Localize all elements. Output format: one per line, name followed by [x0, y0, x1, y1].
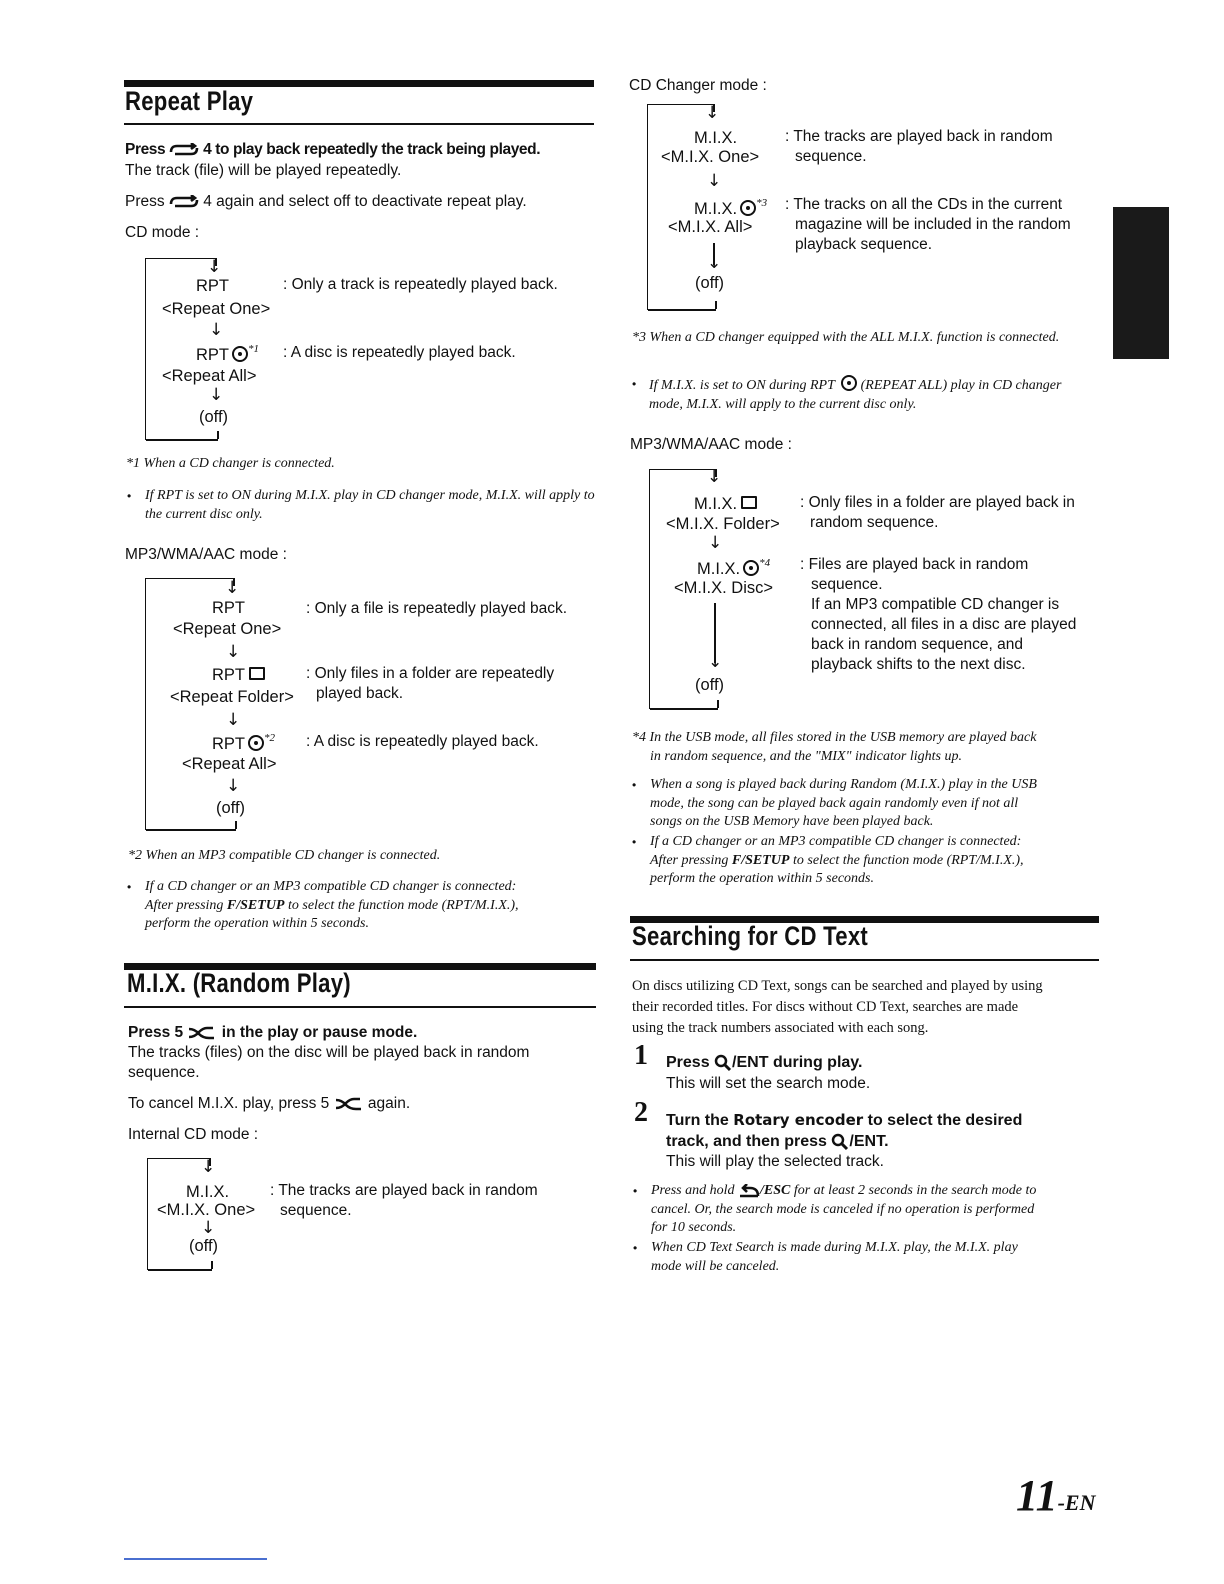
flow-repeat-one: <Repeat One> [162, 300, 271, 318]
section-title-repeat: Repeat Play [125, 86, 254, 116]
down-arrow-icon: ↓ [707, 253, 722, 273]
flow-mix: M.I.X. [186, 1183, 230, 1201]
mix-bullet-4: When a song is played back during Random (M.I.X.) play in the USB mode, the song can be played back again randomly even if not all songs on the USB Memory have been played back. [650, 777, 1037, 829]
flow-off: (off) [216, 799, 246, 817]
repeat-icon [169, 195, 199, 209]
flow-off: (off) [695, 274, 725, 292]
flow-rpt-disc-desc: : A disc is repeatedly played back. [283, 344, 516, 361]
flow-repeat-folder: <Repeat Folder> [170, 688, 294, 706]
step-1-sub: This will set the search mode. [666, 1075, 871, 1092]
folder-icon [249, 667, 265, 680]
folder-icon [741, 496, 757, 509]
section-title-search: Searching for CD Text [632, 921, 869, 951]
search-bullet-1: Press and hold /ESC for at least 2 seconds in the search mode to cancel. Or, the search mode is canceled if no operation is performed for 10 seconds. [651, 1183, 1037, 1235]
flow-mix-all-label: <M.I.X. All> [668, 218, 753, 236]
bullet-icon: • [127, 880, 132, 894]
section-rule-bottom [630, 959, 1099, 961]
disc-icon [841, 375, 857, 391]
flow-repeat-one: <Repeat One> [173, 620, 282, 638]
return-icon [738, 1184, 760, 1198]
flow-mix-all: M.I.X. $^{*3}$ [694, 197, 768, 218]
section-rule-bottom [124, 123, 594, 125]
down-arrow-icon: ↓ [226, 776, 241, 796]
step-1-instruction: Press /ENT during play. [666, 1054, 863, 1071]
flow-off: (off) [695, 676, 725, 694]
flow-mix-disc-label: <M.I.X. Disc> [674, 579, 774, 597]
mix-bullet-5: If a CD changer or an MP3 compatible CD changer is connected: After pressing F/SETUP to select the function mode (RPT/M.I.X.), perform the operation within 5 seconds. [650, 834, 1024, 886]
bullet-icon: • [633, 1241, 638, 1255]
down-arrow-icon: ↓ [226, 710, 241, 730]
flow-rpt: RPT [196, 277, 229, 295]
down-arrow-icon: ↓ [226, 642, 241, 662]
footnote-2: *2 When an MP3 compatible CD changer is connected. [128, 848, 441, 863]
flow-mix-one: <M.I.X. One> [661, 148, 760, 166]
flow-rpt-disc: RPT $^{*1}$ [196, 343, 259, 364]
shuffle-icon [334, 1097, 364, 1111]
repeat-bullet-2: If a CD changer or an MP3 compatible CD changer is connected: After pressing F/SETUP to select the function mode (RPT/M.I.X.), perform the operation within 5 seconds. [145, 879, 519, 931]
mix-result: The tracks (files) on the disc will be played back in random sequence. [128, 1044, 530, 1081]
flow-mix-desc: : The tracks are played back in random sequence. [785, 128, 1053, 165]
thumb-index-tab [1113, 207, 1169, 359]
step-2-number: 2 [634, 1097, 648, 1128]
flow-rpt: RPT [212, 599, 245, 617]
repeat-instruction: Press 4 to play back repeatedly the track being played. [125, 141, 541, 158]
flow-mix-one: <M.I.X. One> [157, 1201, 256, 1219]
footnote-4: *4 In the USB mode, all files stored in the USB memory are played back in random sequence, and the "MIX" indicator lights up. [632, 730, 1037, 764]
flow-off: (off) [189, 1237, 219, 1255]
down-arrow-icon: ↓ [708, 652, 723, 672]
section-title-mix: M.I.X. (Random Play) [127, 968, 351, 998]
flow-mix-disc-desc: : Files are played back in random sequence. If an MP3 compatible CD changer is connected, all files in a disc are played back in random sequence, and playback shifts to the next disc. [800, 556, 1077, 673]
repeat-result: The track (file) will be played repeatedly. [125, 162, 402, 179]
mix-bullet-3: If M.I.X. is set to ON during RPT (REPEAT ALL) play in CD changer mode, M.I.X. will apply to the current disc only. [649, 375, 1089, 414]
disc-icon [743, 560, 759, 576]
flow-rpt-all-desc: : A disc is repeatedly played back. [306, 733, 539, 750]
flow-repeat-all: <Repeat All> [162, 367, 257, 385]
footnote-3: *3 When a CD changer equipped with the ALL M.I.X. function is connected. [632, 330, 1060, 345]
search-intro: On discs utilizing CD Text, songs can be searched and played by using their recorded titles. For discs without CD Text, searches are made using the track numbers associated with each song. [632, 978, 1043, 1036]
flow-mix: M.I.X. [694, 129, 738, 147]
mp3-mix-label: MP3/WMA/AAC mode : [630, 436, 792, 453]
bullet-icon: • [632, 835, 637, 849]
shuffle-icon [187, 1026, 217, 1040]
down-arrow-icon: ↓ [201, 1218, 216, 1238]
repeat-icon [169, 143, 199, 157]
changer-mode-label: CD Changer mode : [629, 77, 767, 94]
down-arrow-icon: ↓ [201, 1157, 216, 1177]
mix-instruction: Press 5 in the play or pause mode. [128, 1024, 418, 1041]
step-1-number: 1 [634, 1040, 648, 1071]
disc-icon [232, 346, 248, 362]
step-2-sub: This will play the selected track. [666, 1153, 884, 1170]
internal-cd-label: Internal CD mode : [128, 1126, 259, 1143]
flow-mix-folder: M.I.X. [694, 495, 757, 514]
down-arrow-icon: ↓ [707, 467, 722, 487]
down-arrow-icon: ↓ [705, 103, 720, 123]
down-arrow-icon: ↓ [225, 578, 240, 598]
flow-off: (off) [199, 408, 229, 426]
repeat-bullet-1: If RPT is set to ON during M.I.X. play in CD changer mode, M.I.X. will apply to the current disc only. [145, 488, 595, 522]
down-arrow-icon: ↓ [207, 257, 222, 277]
flow-mix-disc: M.I.X. $^{*4}$ [697, 557, 771, 578]
flow-rpt-folder-desc: : Only files in a folder are repeatedly played back. [306, 665, 555, 702]
down-arrow-icon: ↓ [209, 320, 224, 340]
page-number: 11-EN [1016, 1471, 1096, 1520]
flow-rpt-all: RPT $^{*2}$ [212, 732, 275, 753]
disc-icon [248, 735, 264, 751]
bullet-icon: • [127, 489, 132, 503]
flow-rpt-folder: RPT [212, 666, 265, 685]
footnote-1: *1 When a CD changer is connected. [126, 456, 335, 471]
flow-mix-folder-label: <M.I.X. Folder> [666, 515, 780, 533]
flow-repeat-all: <Repeat All> [182, 755, 277, 773]
disc-icon [740, 200, 756, 216]
bullet-icon: • [632, 778, 637, 792]
mix-cancel: To cancel M.I.X. play, press 5 again. [128, 1095, 411, 1112]
down-arrow-icon: ↓ [209, 385, 224, 405]
mp3-mode-label: MP3/WMA/AAC mode : [125, 546, 287, 563]
section-rule-bottom [124, 1006, 596, 1008]
cd-mode-label: CD mode : [125, 224, 200, 241]
flow-rpt-desc: : Only a file is repeatedly played back. [306, 600, 568, 617]
step-2-instruction: Turn the Rotary encoder to select the desired track, and then press /ENT. [666, 1111, 1023, 1150]
bullet-icon: • [632, 377, 637, 391]
repeat-again: Press 4 again and select off to deactivate repeat play. [125, 193, 527, 210]
bullet-icon: • [633, 1184, 638, 1198]
flow-rpt-desc: : Only a track is repeatedly played back. [283, 276, 558, 293]
down-arrow-icon: ↓ [707, 171, 722, 191]
footer-rule [124, 1558, 267, 1560]
search-bullet-2: When CD Text Search is made during M.I.X. play, the M.I.X. play mode will be canceled. [651, 1240, 1018, 1274]
flow-mix-desc: : The tracks are played back in random sequence. [270, 1182, 538, 1219]
search-icon [831, 1133, 849, 1151]
flow-mix-folder-desc: : Only files in a folder are played back in random sequence. [800, 494, 1075, 531]
search-icon [714, 1054, 732, 1072]
down-arrow-icon: ↓ [708, 533, 723, 553]
flow-mix-all-desc: : The tracks on all the CDs in the current magazine will be included in the random playback sequence. [785, 196, 1071, 253]
